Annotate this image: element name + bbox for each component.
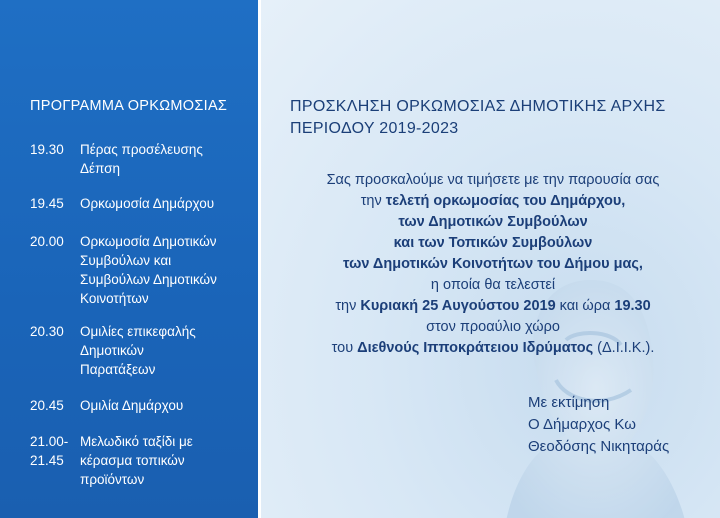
program-desc-line: Πέρας προσέλευσης: [80, 142, 203, 157]
program-panel: [0, 0, 258, 518]
signature-role: Ο Δήμαρχος Κω: [528, 416, 636, 433]
invitation-line: Σας προσκαλούμε να τιμήσετε με την παρουσία σας: [326, 172, 660, 188]
program-desc-line: Συμβούλων Δημοτικών: [80, 272, 217, 287]
program-desc-line: Δέπση: [80, 161, 120, 176]
invitation-line: την Κυριακή 25 Αυγούστου 2019 και ώρα 19.30: [335, 298, 651, 314]
program-time-end: 21.45: [30, 453, 64, 468]
invitation-body: [268, 170, 718, 359]
program-desc: [80, 322, 250, 379]
invitation-line: του Διεθνούς Ιπποκράτειου Ιδρύματος (Δ.Ι.Ι.Κ.).: [331, 340, 655, 356]
program-time: 19.45: [30, 196, 64, 211]
program-time: [30, 432, 78, 470]
program-desc-line: Δημοτικών: [80, 343, 144, 358]
invitation-line: και των Τοπικών Συμβούλων: [393, 235, 593, 251]
program-desc-line: Ομιλία Δημάρχου: [80, 398, 184, 413]
program-desc-line: Ορκωμοσία Δημάρχου: [80, 196, 215, 211]
program-time: 19.30: [30, 142, 64, 157]
invitation-line: των Δημοτικών Συμβούλων: [398, 214, 588, 230]
program-desc-line: Κοινοτήτων: [80, 291, 149, 306]
invitation-line: στον προαύλιο χώρο: [426, 319, 560, 335]
program-desc-line: Παρατάξεων: [80, 362, 156, 377]
program-desc-line: Μελωδικό ταξίδι με: [80, 434, 193, 449]
program-title: ΠΡΟΓΡΑΜΜΑ ΟΡΚΩΜΟΣΙΑΣ: [30, 98, 228, 114]
program-desc: [80, 432, 250, 489]
program-desc-line: Συμβούλων και: [80, 253, 172, 268]
program-time: 20.45: [30, 398, 64, 413]
program-desc-line: Ομιλίες επικεφαλής: [80, 324, 196, 339]
program-desc: [80, 194, 250, 213]
program-desc-line: προϊόντων: [80, 472, 145, 487]
program-desc: [80, 232, 250, 308]
program-time: 20.00: [30, 234, 64, 249]
invitation-line: την τελετή ορκωμοσίας του Δημάρχου,: [360, 193, 626, 209]
invitation-line: η οποία θα τελεστεί: [430, 277, 556, 293]
signature-name: Θεοδόσης Νικηταράς: [528, 438, 670, 455]
program-desc: [80, 396, 250, 415]
invitation-line: των Δημοτικών Κοινοτήτων του Δήμου μας,: [343, 256, 643, 272]
signature-greeting: Με εκτίμηση: [528, 394, 610, 411]
program-desc-line: Ορκωμοσία Δημοτικών: [80, 234, 217, 249]
signature-block: [528, 392, 669, 458]
invitation-period: ΠΕΡΙΟΔΟΥ 2019-2023: [290, 120, 459, 137]
program-desc: [80, 140, 250, 178]
program-time: 20.30: [30, 324, 64, 339]
invitation-title: ΠΡΟΣΚΛΗΣΗ ΟΡΚΩΜΟΣΙΑΣ ΔΗΜΟΤΙΚΗΣ ΑΡΧΗΣ: [290, 98, 666, 115]
program-desc-line: κέρασμα τοπικών: [80, 453, 185, 468]
program-time-start: 21.00-: [30, 434, 69, 449]
